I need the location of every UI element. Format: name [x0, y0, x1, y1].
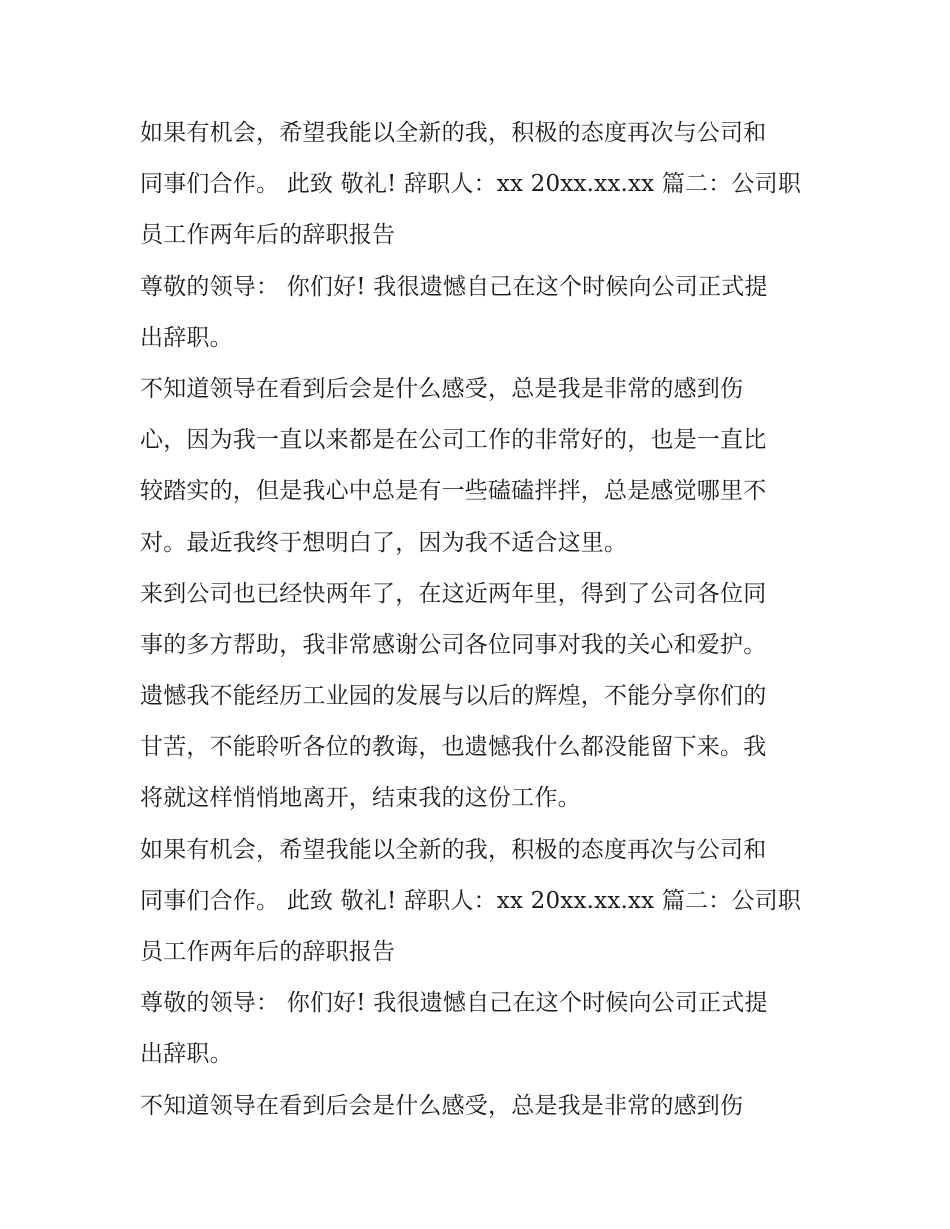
text-line: 不知道领导在看到后会是什么感受，总是我是非常的感到伤 [140, 375, 744, 402]
text-line: 出辞职。 [140, 1041, 233, 1068]
text-line: 同事们合作。 此致 敬礼! 辞职人：xx 20xx.xx.xx 篇二：公司职 [140, 171, 802, 198]
text-line: 事的多方帮助，我非常感谢公司各位同事对我的关心和爱护。 [140, 631, 767, 658]
text-line: 来到公司也已经快两年了，在这近两年里，得到了公司各位同 [140, 580, 767, 607]
text-line: 不知道领导在看到后会是什么感受，总是我是非常的感到伤 [140, 1092, 744, 1119]
text-line: 甘苦，不能聆听各位的教诲，也遗憾我什么都没能留下来。我 [140, 734, 767, 761]
text-line: 如果有机会，希望我能以全新的我，积极的态度再次与公司和 [140, 836, 767, 863]
text-line: 遗憾我不能经历工业园的发展与以后的辉煌，不能分享你们的 [140, 683, 767, 710]
text-line: 对。最近我终于想明白了，因为我不适合这里。 [140, 529, 628, 556]
text-line: 同事们合作。 此致 敬礼! 辞职人：xx 20xx.xx.xx 篇二：公司职 [140, 887, 802, 914]
text-line: 尊敬的领导： 你们好! 我很遗憾自己在这个时候向公司正式提 [140, 990, 768, 1017]
text-line: 如果有机会，希望我能以全新的我，积极的态度再次与公司和 [140, 120, 767, 146]
text-line: 较踏实的，但是我心中总是有一些磕磕拌拌，总是感觉哪里不 [140, 478, 767, 505]
text-line: 将就这样悄悄地离开，结束我的这份工作。 [140, 785, 581, 812]
text-line: 尊敬的领导： 你们好! 我很遗憾自己在这个时候向公司正式提 [140, 273, 768, 300]
text-line: 员工作两年后的辞职报告 [140, 939, 396, 965]
text-line: 员工作两年后的辞职报告 [140, 222, 396, 249]
document-body [140, 108, 820, 1132]
text-line: 心，因为我一直以来都是在公司工作的非常好的，也是一直比 [140, 427, 767, 454]
text-line: 出辞职。 [140, 324, 233, 351]
